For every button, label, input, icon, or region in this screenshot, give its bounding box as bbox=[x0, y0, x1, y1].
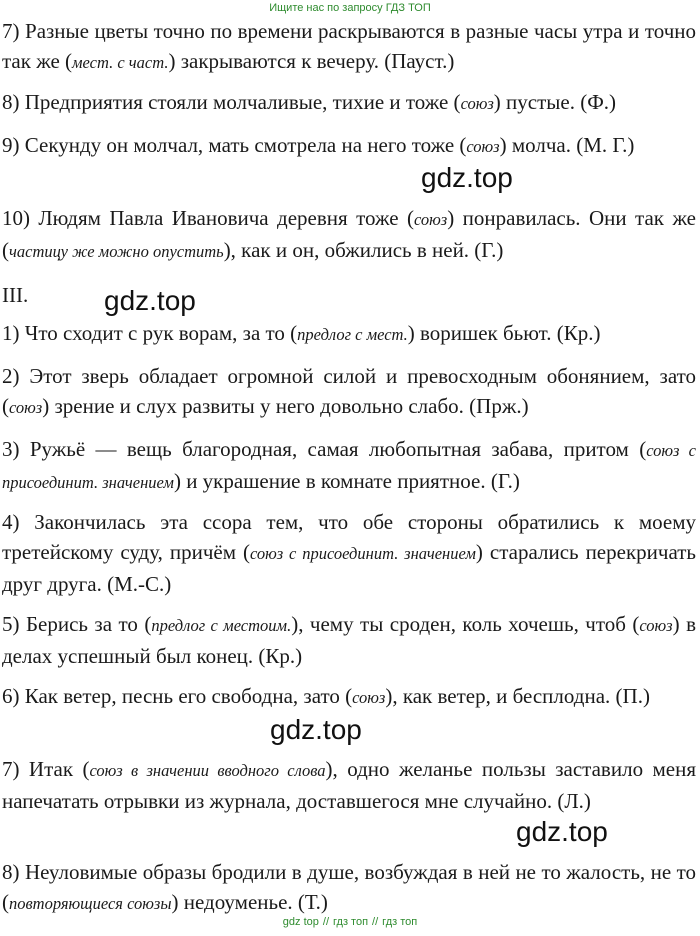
grammar-note: союз bbox=[9, 398, 43, 417]
item-text: 3) Ружьё — вещь благородная, самая любопытная забава, притом ( bbox=[2, 437, 647, 461]
footer-separator: // bbox=[322, 916, 330, 928]
exercise-item bbox=[2, 318, 696, 350]
exercise-item bbox=[2, 434, 696, 498]
exercise-item bbox=[2, 754, 696, 816]
grammar-note: союз bbox=[460, 94, 494, 113]
grammar-note: союз в значении вводного слова bbox=[89, 761, 326, 780]
item-text: ), как ветер, и бесплодна. (П.) bbox=[385, 684, 650, 708]
item-text: 6) Как ветер, песнь его свободна, зато ( bbox=[2, 684, 353, 708]
item-text: ), чему ты сроден, коль хочешь, чтоб ( bbox=[291, 612, 640, 636]
item-text: 9) Секунду он молчал, мать смотрела на него тоже ( bbox=[2, 133, 467, 157]
footer-link[interactable]: gdz top bbox=[282, 916, 319, 928]
grammar-note: частицу же можно опустить bbox=[9, 242, 224, 261]
exercise-item bbox=[2, 16, 696, 78]
watermark: gdz.top bbox=[104, 285, 196, 316]
footer-link[interactable]: гдз топ bbox=[333, 916, 369, 928]
item-text: 1) Что сходит с рук ворам, за то ( bbox=[2, 321, 298, 345]
item-text: ) в делах успешный был конец. (Кр.) bbox=[2, 612, 696, 668]
footer-link[interactable]: гдз топ bbox=[382, 916, 418, 928]
exercise-item bbox=[2, 857, 696, 919]
item-text: 8) Предприятия стояли молчаливые, тихие и тоже ( bbox=[2, 90, 461, 114]
exercise-item bbox=[2, 361, 696, 423]
grammar-note: союз с присоединит. значением bbox=[249, 544, 476, 563]
grammar-note: союз с присоединит. значением bbox=[2, 441, 696, 492]
exercise-item bbox=[2, 507, 696, 599]
exercise-item bbox=[2, 609, 696, 671]
grammar-note: предлог с местоим. bbox=[151, 616, 292, 635]
exercise-item bbox=[2, 87, 696, 119]
item-text: 5) Берись за то ( bbox=[2, 612, 152, 636]
item-text: ) недоуменье. (Т.) bbox=[171, 890, 328, 914]
item-text: ) и украшение в комнате приятное. (Г.) bbox=[173, 469, 520, 493]
footer-links bbox=[0, 916, 700, 928]
exercise-item bbox=[2, 203, 696, 267]
item-text: 4) Закончилась эта ссора тем, что обе стороны обратились к моему третейскому суду, причём ( bbox=[2, 510, 696, 564]
exercise-item bbox=[2, 130, 696, 162]
watermark: gdz.top bbox=[516, 816, 608, 847]
item-text: ) понравилась. Они так же ( bbox=[2, 206, 696, 262]
item-text: ), как и он, обжились в ней. (Г.) bbox=[223, 238, 504, 262]
watermark: gdz.top bbox=[421, 162, 513, 193]
grammar-note: союз bbox=[352, 688, 386, 707]
grammar-note: предлог с мест. bbox=[297, 325, 408, 344]
footer-separator: // bbox=[372, 916, 379, 928]
item-text: ), одно желанье пользы заставило меня напечатать отрывки из журнала, доставшегося мне случайно. (Л.) bbox=[2, 757, 697, 813]
item-text: ) пустые. (Ф.) bbox=[493, 90, 617, 114]
item-text: 8) Неуловимые образы бродили в душе, возбуждая в ней не то жалость, не то ( bbox=[2, 860, 696, 914]
section-heading: III. bbox=[2, 283, 29, 307]
item-text: ) воришек бьют. (Кр.) bbox=[407, 321, 601, 345]
item-text: 7) Разные цветы точно по времени раскрываются в разные часы утра и точно так же ( bbox=[2, 19, 696, 73]
item-text: 7) Итак ( bbox=[2, 757, 90, 781]
grammar-note: союз bbox=[466, 137, 500, 156]
watermark: gdz.top bbox=[270, 714, 362, 745]
item-text: ) зрение и слух развиты у него довольно слабо. (Прж.) bbox=[42, 394, 529, 418]
item-text: ) старались перекричать друг друга. (М.-С.) bbox=[2, 540, 696, 596]
grammar-note: мест. с част. bbox=[72, 53, 169, 72]
search-banner: Ищите нас по запросу ГДЗ ТОП bbox=[269, 2, 431, 14]
item-text: 2) Этот зверь обладает огромной силой и превосходным обонянием, зато ( bbox=[2, 364, 696, 418]
grammar-note: повторяющиеся союзы bbox=[9, 894, 172, 913]
item-text: ) закрываются к вечеру. (Пауст.) bbox=[168, 49, 455, 73]
grammar-note: союз bbox=[413, 210, 448, 229]
item-text: 10) Людям Павла Ивановича деревня тоже ( bbox=[2, 206, 414, 230]
exercise-item bbox=[2, 681, 696, 713]
grammar-note: союз bbox=[639, 616, 673, 635]
item-text: ) молча. (М. Г.) bbox=[499, 133, 635, 157]
